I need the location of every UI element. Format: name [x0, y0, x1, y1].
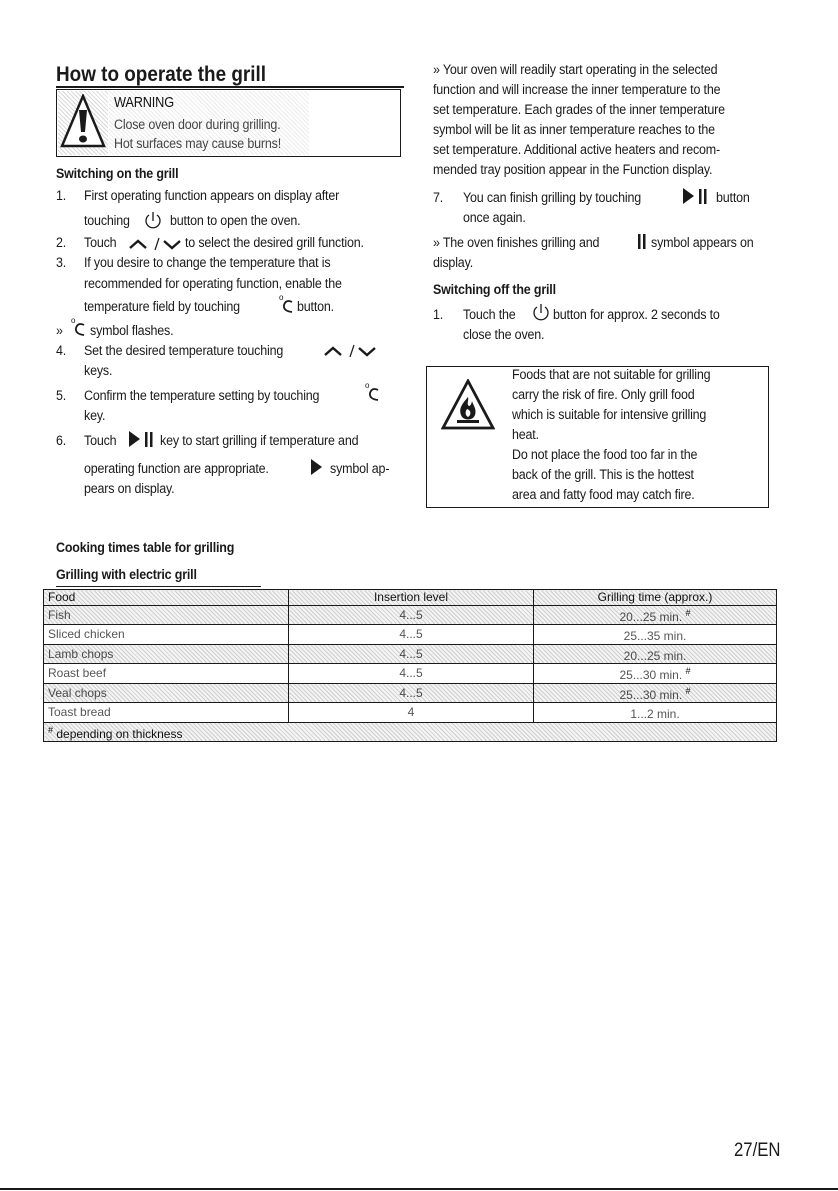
footnote-text: depending on thickness — [56, 726, 183, 741]
fire-note-line: Foods that are not suitable for grilling — [512, 367, 711, 383]
list-item-text: recommended for operating function, enable the — [84, 276, 342, 292]
svg-text:o: o — [279, 293, 284, 302]
table-subheading: Grilling with electric grill — [56, 567, 197, 583]
list-item-number: 1. — [433, 307, 444, 323]
power-icon — [532, 302, 550, 322]
temperature-icon — [70, 316, 86, 340]
food-cell: Fish — [44, 605, 289, 625]
svg-text:o: o — [71, 316, 76, 325]
list-item-text: key. — [84, 408, 106, 424]
paragraph-line: » Your oven will readily start operating in the selected — [433, 62, 718, 78]
table-row — [44, 605, 777, 625]
table-row — [44, 644, 777, 664]
food-cell: Toast bread — [44, 703, 289, 723]
level-cell: 4 — [289, 703, 534, 723]
time-value: 1...2 min. — [630, 707, 680, 721]
paragraph-line: symbol appears on — [651, 235, 754, 251]
list-item-text: to select the desired grill function. — [185, 235, 364, 251]
paragraph-line: symbol will be lit as inner temperature reaches to the — [433, 122, 715, 138]
fire-note-line: which is suitable for intensive grilling — [512, 407, 707, 423]
warning-triangle-icon — [60, 94, 106, 150]
table-footnote-row — [44, 722, 777, 742]
level-cell: 4...5 — [289, 683, 534, 703]
list-item-text: temperature field by touching — [84, 299, 240, 315]
table-row — [44, 625, 777, 645]
column-header: Insertion level — [289, 590, 534, 606]
list-item-number: 6. — [56, 433, 67, 449]
time-value: 25...30 min. — [619, 687, 683, 702]
time-value: 25...35 min. — [623, 629, 687, 643]
level-cell: 4...5 — [289, 625, 534, 645]
list-item-number: 1. — [56, 188, 67, 204]
paragraph-line: » The oven finishes grilling and — [433, 235, 600, 251]
footnote-mark: # — [685, 607, 691, 618]
time-cell — [534, 683, 777, 703]
list-item-text: You can finish grilling by touching — [463, 190, 642, 206]
paragraph-line: set temperature. Additional active heaters and recom- — [433, 142, 721, 158]
fire-note-line: carry the risk of fire. Only grill food — [512, 387, 695, 403]
list-item-text: pears on display. — [84, 481, 175, 497]
list-item-number: 7. — [433, 190, 444, 206]
list-item-number: 4. — [56, 343, 67, 359]
start-pause-icon — [682, 186, 708, 206]
paragraph-line: set temperature. Each grades of the inner temperature — [433, 102, 725, 118]
fire-note-line: heat. — [512, 427, 539, 443]
food-cell: Lamb chops — [44, 644, 289, 664]
switching-on-heading: Switching on the grill — [56, 166, 179, 182]
up-down-keys-icon — [128, 236, 182, 252]
page-title: How to operate the grill — [56, 63, 267, 86]
level-cell: 4...5 — [289, 664, 534, 684]
food-cell: Veal chops — [44, 683, 289, 703]
start-pause-icon — [128, 429, 154, 449]
time-cell — [534, 625, 777, 645]
time-cell — [534, 605, 777, 625]
list-item-text: First operating function appears on display after — [84, 188, 340, 204]
list-item-text: Confirm the temperature setting by touching — [84, 388, 320, 404]
list-item-text: symbol flashes. — [90, 323, 174, 339]
switching-off-heading: Switching off the grill — [433, 282, 556, 298]
subheading-underline — [56, 586, 261, 587]
level-cell: 4...5 — [289, 644, 534, 664]
warning-heading: WARNING — [114, 95, 174, 111]
column-header: Grilling time (approx.) — [534, 590, 777, 606]
table-section-heading: Cooking times table for grilling — [56, 540, 235, 556]
time-value: 20...25 min. — [619, 609, 683, 624]
time-cell — [534, 664, 777, 684]
fire-note-line: back of the grill. This is the hottest — [512, 467, 694, 483]
table-row — [44, 703, 777, 723]
list-item-text: key to start grilling if temperature and — [160, 433, 359, 449]
list-item-text: Touch — [84, 235, 117, 251]
list-item-text: close the oven. — [463, 327, 545, 343]
bottom-rule — [0, 1188, 838, 1190]
power-icon — [144, 210, 162, 230]
fire-note-line: Do not place the food too far in the — [512, 447, 698, 463]
list-item-number: 2. — [56, 235, 67, 251]
list-item-text: Touch the — [463, 307, 516, 323]
list-item-text: button to open the oven. — [170, 213, 301, 229]
footnote-mark: # — [48, 724, 54, 735]
paragraph-line: function and will increase the inner temperature to the — [433, 82, 721, 98]
fire-hazard-icon — [441, 379, 495, 431]
pause-icon — [637, 231, 649, 251]
list-item-text: button — [716, 190, 750, 206]
list-item-text: touching — [84, 213, 130, 229]
list-item-text: button for approx. 2 seconds to — [553, 307, 720, 323]
table-header-row — [44, 590, 777, 606]
column-header: Food — [44, 590, 289, 606]
warning-line: Hot surfaces may cause burns! — [114, 136, 281, 152]
list-item-number: 5. — [56, 388, 67, 404]
list-item-text: If you desire to change the temperature that is — [84, 255, 331, 271]
grilling-table — [43, 589, 777, 742]
play-icon — [310, 457, 324, 477]
svg-text:o: o — [365, 381, 370, 390]
temperature-icon — [364, 381, 380, 405]
footnote-mark: # — [685, 666, 691, 676]
food-cell: Sliced chicken — [44, 625, 289, 645]
list-item-text: keys. — [84, 363, 113, 379]
table-row — [44, 664, 777, 684]
time-cell — [534, 703, 777, 723]
footnote-cell — [44, 722, 777, 742]
up-down-keys-icon — [323, 343, 379, 359]
list-item-text: button. — [297, 299, 334, 315]
footnote-mark: # — [685, 685, 691, 696]
list-item-number: 3. — [56, 255, 67, 271]
table-row — [44, 683, 777, 703]
title-underline — [56, 86, 404, 88]
level-cell: 4...5 — [289, 605, 534, 625]
page-number: 27/EN — [734, 1140, 781, 1161]
list-item-text: Touch — [84, 433, 117, 449]
list-item-text: Set the desired temperature touching — [84, 343, 284, 359]
food-cell: Roast beef — [44, 664, 289, 684]
temperature-icon — [278, 293, 294, 317]
fire-note-line: area and fatty food may catch fire. — [512, 487, 695, 503]
time-value: 25...30 min. — [619, 668, 683, 682]
paragraph-line: display. — [433, 255, 473, 271]
warning-line: Close oven door during grilling. — [114, 117, 281, 133]
warning-box — [56, 89, 401, 157]
time-value: 20...25 min. — [623, 648, 687, 663]
list-item-text: once again. — [463, 210, 526, 226]
paragraph-line: mended tray position appear in the Function display. — [433, 162, 713, 178]
time-cell — [534, 644, 777, 664]
list-item-text: symbol ap- — [330, 461, 390, 477]
list-item-number: » — [56, 323, 63, 339]
list-item-text: operating function are appropriate. — [84, 461, 269, 477]
